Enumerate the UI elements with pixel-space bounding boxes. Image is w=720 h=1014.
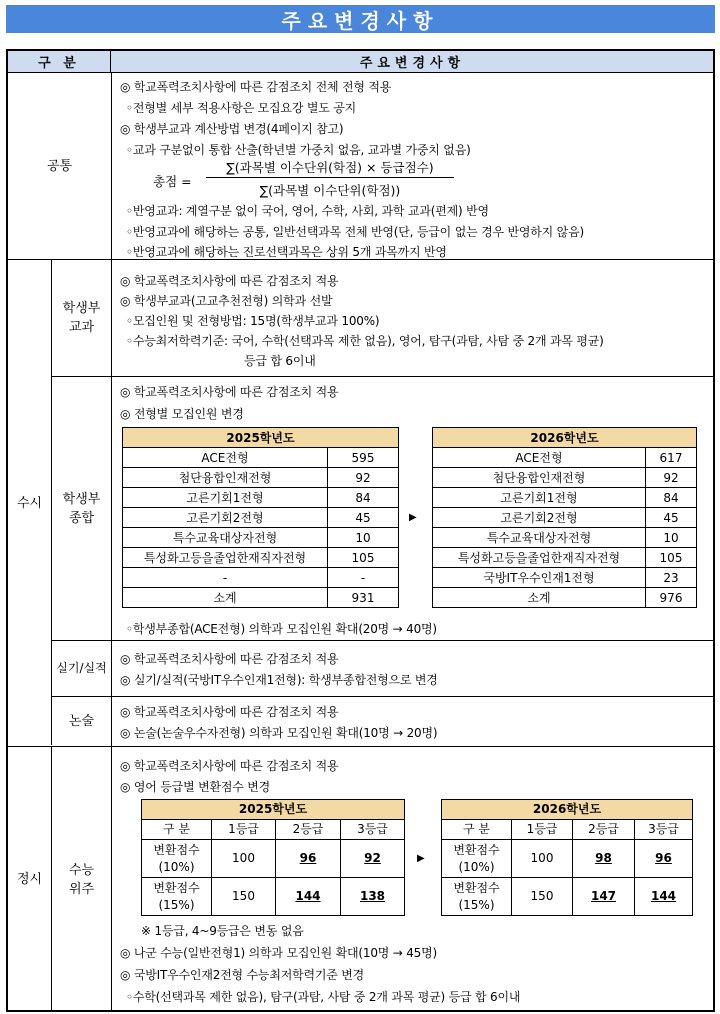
common-line: ◦반영교과: 계열구분 없이 국어, 영어, 수학, 사회, 과학 교과(편제) 반영 <box>126 204 489 218</box>
quota-cell: 105 <box>328 548 399 568</box>
grade-cell <box>341 878 405 916</box>
arrow-right-icon: ▶ <box>409 512 417 523</box>
category-jonghap <box>52 377 111 640</box>
grade-table-2026-title: 2026학년도 <box>442 800 693 820</box>
nonsul-label: 논술 <box>68 714 95 729</box>
grade-value-changed: 92 <box>364 851 381 865</box>
quota-cell: 976 <box>646 588 697 608</box>
header-changes: 주요변경사항 <box>359 56 466 71</box>
grade-cell <box>573 878 635 916</box>
grade-cell: 100 <box>212 840 276 878</box>
category-suneung <box>52 747 111 1012</box>
grade-value-changed: 144 <box>295 889 321 903</box>
formula-label: 총점 = <box>153 174 192 189</box>
category-silgi <box>52 641 111 696</box>
common-line: ◦교과 구분없이 통합 산출(학년별 가중치 없음, 교과별 가중치 없음) <box>126 143 471 157</box>
quota-cell: 595 <box>328 448 399 468</box>
grade-value-changed: 138 <box>359 889 386 903</box>
grade-row-label <box>442 840 512 878</box>
quota-cell: 23 <box>646 568 697 588</box>
gyogwa-label-2: 교과 <box>68 320 95 335</box>
grade-value-changed: 98 <box>595 851 612 865</box>
grade-cell <box>341 840 405 878</box>
grade-header: 2등급 <box>276 820 341 840</box>
divider-jonghap <box>52 640 713 641</box>
quota-cell: 첨단융합인재전형 <box>123 468 328 488</box>
grade-cell: 100 <box>512 840 573 878</box>
grade-value-changed: 147 <box>590 889 617 903</box>
quota-cell: 고른기회1전형 <box>123 488 328 508</box>
quota-cell: 국방IT우수인재1전형 <box>433 568 646 588</box>
grade-cell <box>276 840 341 878</box>
grade-cell <box>276 878 341 916</box>
divider-susi-end <box>8 746 713 747</box>
common-line: ◎ 학교폭력조치사항에 따른 감점조치 전체 전형 적용 <box>120 80 392 94</box>
quota-cell: 특수교육대상자전형 <box>123 528 328 548</box>
page-title-banner <box>6 5 715 33</box>
quota-cell: - <box>123 568 328 588</box>
changes-table <box>6 49 715 1012</box>
grade-row-label <box>142 840 212 878</box>
grade-header: 1등급 <box>212 820 276 840</box>
quota-cell: 10 <box>328 528 399 548</box>
common-line: ◎ 학생부교과 계산방법 변경(4페이지 참고) <box>120 122 344 136</box>
quota-cell: 고른기회2전형 <box>123 508 328 528</box>
quota-cell: ACE전형 <box>433 448 646 468</box>
grade-cell <box>573 840 635 878</box>
grade-table-2025-title: 2025학년도 <box>142 800 405 820</box>
jonghap-label-2: 종합 <box>68 510 95 526</box>
quota-cell: 105 <box>646 548 697 568</box>
gyogwa-line: ◦수능최저학력기준: 국어, 수학(선택과목 제한 없음), 영어, 탐구(과탐, 사탐 중 2개 과목 평균) <box>126 334 604 348</box>
quota-cell: 931 <box>328 588 399 608</box>
quota-cell: 92 <box>328 468 399 488</box>
grade-header: 3등급 <box>635 820 693 840</box>
formula-denominator: ∑(과목별 이수단위(학점)) <box>259 183 401 198</box>
arrow-right-icon: ▶ <box>417 853 425 864</box>
category-gyogwa <box>52 260 111 376</box>
grade-value-changed: 144 <box>650 889 677 903</box>
divider-gyogwa <box>52 376 713 377</box>
nonsul-line: ◎ 학교폭력조치사항에 따른 감점조치 적용 <box>120 705 339 719</box>
quota-cell: 84 <box>328 488 399 508</box>
grade-header: 구 분 <box>142 820 212 840</box>
quota-cell: 45 <box>646 508 697 528</box>
formula-fraction-bar <box>206 177 454 178</box>
common-line: ◦전형별 세부 적용사항은 모집요강 별도 공지 <box>126 101 357 115</box>
quota-cell: 10 <box>646 528 697 548</box>
grade-row-label-2: (15%) <box>458 897 495 912</box>
suneung-label-1: 수능 <box>68 862 95 878</box>
quota-cell: 첨단융합인재전형 <box>433 468 646 488</box>
quota-cell: 92 <box>646 468 697 488</box>
grade-header: 1등급 <box>512 820 573 840</box>
silgi-line: ◎ 학교폭력조치사항에 따른 감점조치 적용 <box>120 652 339 666</box>
quota-cell: 소계 <box>433 588 646 608</box>
quota-cell: 특수교육대상자전형 <box>433 528 646 548</box>
jeongsi-line: ◎ 영어 등급별 변환점수 변경 <box>120 780 271 794</box>
common-line: ◦반영교과에 해당하는 공통, 일반선택과목 전체 반영(단, 등급이 없는 경우 반영하지 않음) <box>126 225 584 239</box>
jonghap-label-1: 학생부 <box>62 491 101 507</box>
category-nonsul <box>52 697 111 746</box>
silgi-line: ◎ 실기/실적(국방IT우수인재1전형): 학생부종합전형으로 변경 <box>120 673 438 687</box>
grade-cell: 150 <box>212 878 276 916</box>
quota-table-2025-title: 2025학년도 <box>123 428 399 448</box>
grade-header: 2등급 <box>573 820 635 840</box>
table-header <box>8 51 713 73</box>
grade-row-label-1: 변환점수 <box>153 880 200 895</box>
category-common-label: 공통 <box>46 158 73 174</box>
grade-value-changed: 96 <box>299 851 317 865</box>
grade-cell: 150 <box>512 878 573 916</box>
quota-cell: 소계 <box>123 588 328 608</box>
divider-silgi <box>52 696 713 697</box>
quota-cell: 특성화고등을졸업한재직자전형 <box>123 548 328 568</box>
category-common <box>8 73 111 259</box>
gyogwa-line: ◎ 학교폭력조치사항에 따른 감점조치 적용 <box>120 274 339 288</box>
gyogwa-line: ◦모집인원 및 전형방법: 15명(학생부교과 100%) <box>126 314 380 328</box>
quota-cell: 617 <box>646 448 697 468</box>
common-line: ◦반영교과에 해당하는 진로선택과목은 상위 5개 과목까지 반영 <box>126 245 447 259</box>
category-susi <box>8 260 51 746</box>
grade-table-2026 <box>441 799 693 916</box>
silgi-label: 실기/실적 <box>56 661 107 675</box>
jeongsi-note: ※ 1등급, 4~9등급은 변동 없음 <box>141 924 304 938</box>
grade-row-label <box>142 878 212 916</box>
jonghap-line: ◎ 전형별 모집인원 변경 <box>120 407 244 421</box>
divider-main <box>111 73 112 1012</box>
header-category: 구 분 <box>8 51 111 72</box>
jeongsi-line: ◎ 나군 수능(일반전형1) 의학과 모집인원 확대(10명 → 45명) <box>120 946 437 960</box>
grade-row-label-1: 변환점수 <box>453 880 500 895</box>
grade-cell <box>635 878 693 916</box>
quota-cell: 45 <box>328 508 399 528</box>
grade-row-label-2: (10%) <box>158 859 195 874</box>
gyogwa-label-1: 학생부 <box>62 301 101 316</box>
jonghap-line: ◎ 학교폭력조치사항에 따른 감점조치 적용 <box>120 385 339 399</box>
grade-header: 구 분 <box>442 820 512 840</box>
grade-value-changed: 96 <box>655 851 672 865</box>
formula-numerator: ∑(과목별 이수단위(학점) × 등급점수) <box>226 160 434 175</box>
category-jeongsi <box>8 747 51 1012</box>
quota-cell: - <box>328 568 399 588</box>
quota-cell: 84 <box>646 488 697 508</box>
grade-row-label-1: 변환점수 <box>453 842 500 857</box>
page-title: 주요변경사항 <box>281 8 440 33</box>
grade-row-label-1: 변환점수 <box>153 842 200 857</box>
grade-row-label-2: (15%) <box>158 897 195 912</box>
quota-cell: 고른기회2전형 <box>433 508 646 528</box>
category-jeongsi-label: 정시 <box>16 872 43 887</box>
suneung-label-2: 위주 <box>68 881 95 897</box>
grade-row-label-2: (10%) <box>458 859 495 874</box>
grade-row-label <box>442 878 512 916</box>
quota-table-2026 <box>432 427 697 608</box>
nonsul-line: ◎ 논술(논술우수자전형) 의학과 모집인원 확대(10명 → 20명) <box>120 726 438 740</box>
grade-cell <box>635 840 693 878</box>
grade-header: 3등급 <box>341 820 405 840</box>
gyogwa-line: 등급 합 6이내 <box>244 354 316 368</box>
quota-cell: 고른기회1전형 <box>433 488 646 508</box>
quota-cell: 특성화고등을졸업한재직자전형 <box>433 548 646 568</box>
jeongsi-line: ◎ 학교폭력조치사항에 따른 감점조치 적용 <box>120 759 339 773</box>
jeongsi-line: ◦수학(선택과목 제한 없음), 탐구(과탐, 사탐 중 2개 과목 평균) 등급 합 6이내 <box>126 990 521 1004</box>
category-susi-label: 수시 <box>16 495 43 511</box>
jonghap-note: ◦학생부종합(ACE전형) 의학과 모집인원 확대(20명 → 40명) <box>126 622 437 636</box>
quota-table-2025 <box>122 427 399 608</box>
grade-table-2025 <box>141 799 405 916</box>
quota-cell: ACE전형 <box>123 448 328 468</box>
jeongsi-line: ◎ 국방IT우수인재2전형 수능최저학력기준 변경 <box>120 968 365 982</box>
gyogwa-line: ◎ 학생부교과(고교추천전형) 의학과 선발 <box>120 294 333 308</box>
quota-table-2026-title: 2026학년도 <box>433 428 697 448</box>
